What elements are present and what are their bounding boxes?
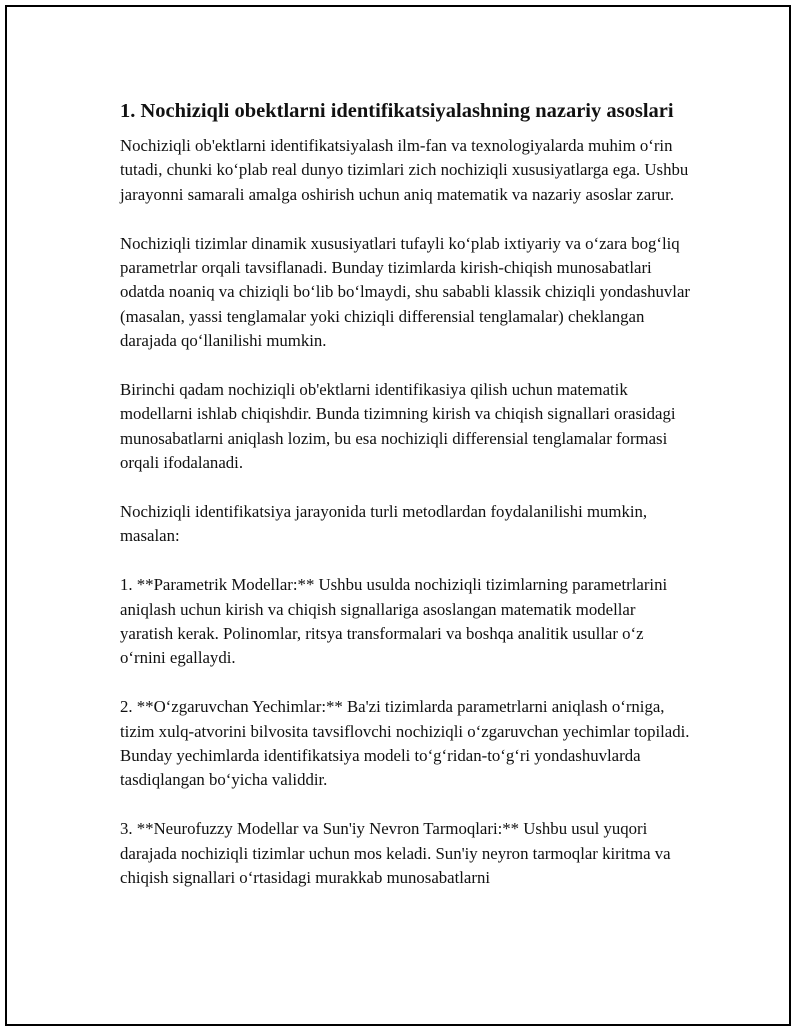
- section-heading: 1. Nochiziqli obektlarni identifikatsiyalashning nazariy asoslari: [120, 100, 674, 122]
- paragraph-dynamic-properties: Nochiziqli tizimlar dinamik xususiyatlari tufayli ko‘plab ixtiyariy va o‘zara bog‘liq parametrlar orqali tavsiflanadi. Bunday tizimlarda kirish-chiqish munosabatlari odatda noaniq va chiziqli bo‘lib bo‘lmaydi, shu sababli klassik chiziqli yondashuvlar (masalan, yassi tenglamalar yoki chiziqli differensial tenglamalar) cheklangan darajada qo‘llanilishi mumkin.: [120, 233, 690, 351]
- list-item-parametric-models: 1. **Parametrik Modellar:** Ushbu usulda nochiziqli tizimlarning parametrlarini aniqlash uchun kirish va chiqish signallariga asoslangan matematik modellar yaratish kerak. Polinomlar, ritsya transformalari va boshqa analitik usullar o‘z o‘rnini egallaydi.: [120, 575, 668, 668]
- paragraph-intro: Nochiziqli ob'ektlarni identifikatsiyalash ilm-fan va texnologiyalarda muhim o‘rin tutadi, chunki ko‘plab real dunyo tizimlari zich nochiziqli xususiyatlarga ega. Ushbu jarayonni samarali amalga oshirish uchun aniq matematik va nazariy asoslar zarur.: [120, 136, 689, 204]
- page-frame: [5, 5, 791, 1026]
- list-item-neurofuzzy-models: 3. **Neurofuzzy Modellar va Sun'iy Nevron Tarmoqlari:** Ushbu usul yuqori darajada nochiziqli tizimlar uchun mos keladi. Sun'iy neyron tarmoqlar kiritma va chiqish signallari o‘rtasidagi murakkab munosabatlarni: [120, 819, 671, 888]
- document-body: [120, 97, 690, 915]
- paragraph-methods-intro: Nochiziqli identifikatsiya jarayonida turli metodlardan foydalanilishi mumkin, masalan:: [120, 502, 648, 546]
- list-item-variable-solutions: 2. **O‘zgaruvchan Yechimlar:** Ba'zi tizimlarda parametrlarni aniqlash o‘rniga, tizim xulq-atvorini bilvosita tavsiflovchi nochiziqli o‘zgaruvchan yechimlar topiladi. Bunday yechimlarda identifikatsiya modeli to‘g‘ridan-to‘g‘ri yondashuvlarda tasdiqlangan bo‘yicha validdir.: [120, 697, 690, 790]
- paragraph-first-step: Birinchi qadam nochiziqli ob'ektlarni identifikasiya qilish uchun matematik modellarni ishlab chiqishdir. Bunda tizimning kirish va chiqish signallari orasidagi munosabatlarni aniqlash lozim, bu esa nochiziqli differensial tenglamalar formasi orqali ifodalanadi.: [120, 380, 676, 473]
